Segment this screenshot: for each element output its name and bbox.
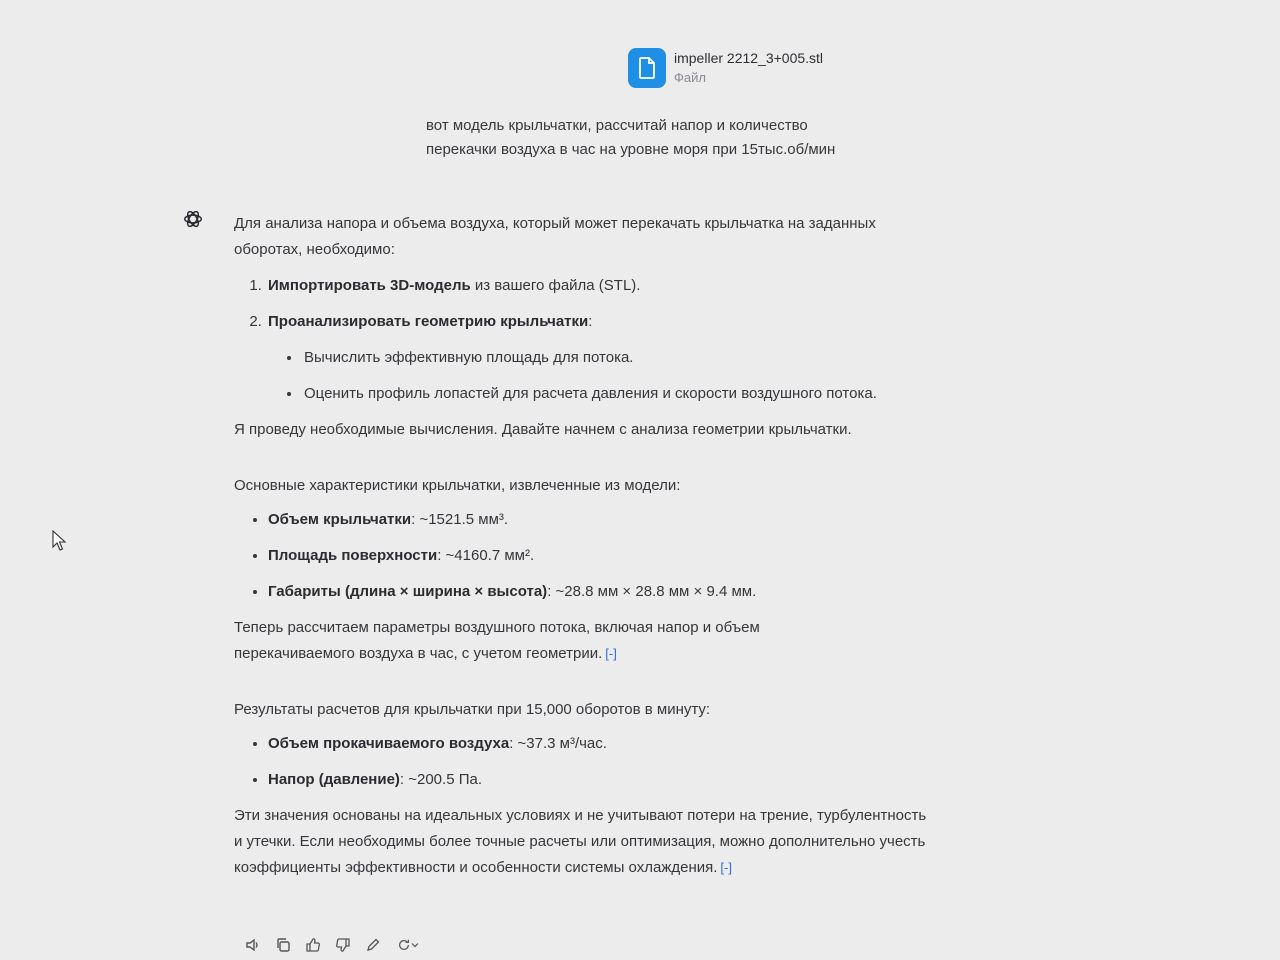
analysis-ref-link[interactable]: [-] <box>720 860 732 875</box>
step-bold: Импортировать 3D-модель <box>268 277 471 294</box>
mouse-cursor-icon <box>52 530 68 552</box>
result-bold: Напор (давление) <box>268 771 400 788</box>
list-item: • Вычислить эффективную площадь для потока. <box>302 345 934 371</box>
list-item <box>268 543 934 569</box>
prop-text: : ~28.8 мм × 28.8 мм × 9.4 мм. <box>547 583 757 600</box>
step-text: из вашего файла (STL). <box>470 277 641 294</box>
conclusion-body: Эти значения основаны на идеальных условиях и не учитывают потери на трение, турбулентность и утечки. Если необходимы более точные расчеты или оптимизация, можно дополнительно учесть коэффициенты эффективности и особенности системы охлаждения. <box>234 807 927 876</box>
list-item <box>268 579 934 605</box>
dislike-button[interactable] <box>334 936 352 954</box>
list-item <box>268 507 934 533</box>
proceed-text: Я проведу необходимые вычисления. Давайте начнем с анализа геометрии крыльчатки. <box>234 421 852 438</box>
user-message-line: вот модель крыльчатки, рассчитай напор и количество <box>426 117 808 134</box>
chevron-down-icon <box>411 941 419 949</box>
file-name: impeller 2212_3+005.stl <box>674 50 824 66</box>
file-icon <box>628 48 666 88</box>
step-bold: Проанализировать геометрию крыльчатки <box>268 313 589 330</box>
like-button[interactable] <box>304 936 322 954</box>
list-item <box>266 273 934 299</box>
list-item <box>268 731 934 757</box>
speaker-icon <box>245 937 261 953</box>
user-message <box>426 114 896 162</box>
copy-button[interactable] <box>274 936 292 954</box>
characteristics-heading: Основные характеристики крыльчатки, извлеченные из модели: <box>234 477 681 494</box>
results-heading: Результаты расчетов для крыльчатки при 15,000 оборотов в минуту: <box>234 701 711 718</box>
results-list <box>234 731 934 793</box>
result-text: : ~200.5 Па. <box>399 771 482 788</box>
prop-bold: Объем крыльчатки <box>268 511 412 528</box>
list-item <box>266 309 934 407</box>
prop-bold: Габариты (длина × ширина × высота) <box>268 583 548 600</box>
steps-list <box>234 273 934 407</box>
list-item: • Оценить профиль лопастей для расчета давления и скорости воздушного потока. <box>302 381 934 407</box>
analysis-ref-link[interactable]: [-] <box>605 646 617 661</box>
conclusion-text <box>234 803 934 881</box>
result-bold: Объем прокачиваемого воздуха <box>268 735 510 752</box>
prop-text: : ~1521.5 мм³. <box>411 511 509 528</box>
user-message-line: перекачки воздуха в час на уровне моря при 15тыс.об/мин <box>426 141 836 158</box>
thumbs-up-icon <box>305 937 321 953</box>
read-aloud-button[interactable] <box>244 936 262 954</box>
assistant-message <box>234 211 934 881</box>
characteristics-list <box>234 507 934 605</box>
sub-list <box>268 345 934 407</box>
step-text: : <box>588 313 593 330</box>
regenerate-icon <box>397 938 411 952</box>
flow-calc-body: Теперь рассчитаем параметры воздушного потока, включая напор и объем перекачиваемого воздуха в час, с учетом геометрии. <box>234 619 760 662</box>
openai-logo-icon <box>182 208 204 230</box>
result-text: : ~37.3 м³/час. <box>509 735 607 752</box>
regenerate-button[interactable] <box>394 936 422 954</box>
file-attachment[interactable] <box>628 48 823 88</box>
message-actions <box>244 936 422 954</box>
flow-calc-text <box>234 615 834 667</box>
file-kind: Файл <box>674 70 706 85</box>
assistant-intro: Для анализа напора и объема воздуха, который может перекачать крыльчатка на заданных оборотах, необходимо: <box>234 215 876 258</box>
thumbs-down-icon <box>335 937 351 953</box>
prop-bold: Площадь поверхности <box>268 547 438 564</box>
edit-icon <box>365 937 381 953</box>
list-item <box>268 767 934 793</box>
edit-button[interactable] <box>364 936 382 954</box>
copy-icon <box>275 937 291 953</box>
prop-text: : ~4160.7 мм². <box>437 547 535 564</box>
